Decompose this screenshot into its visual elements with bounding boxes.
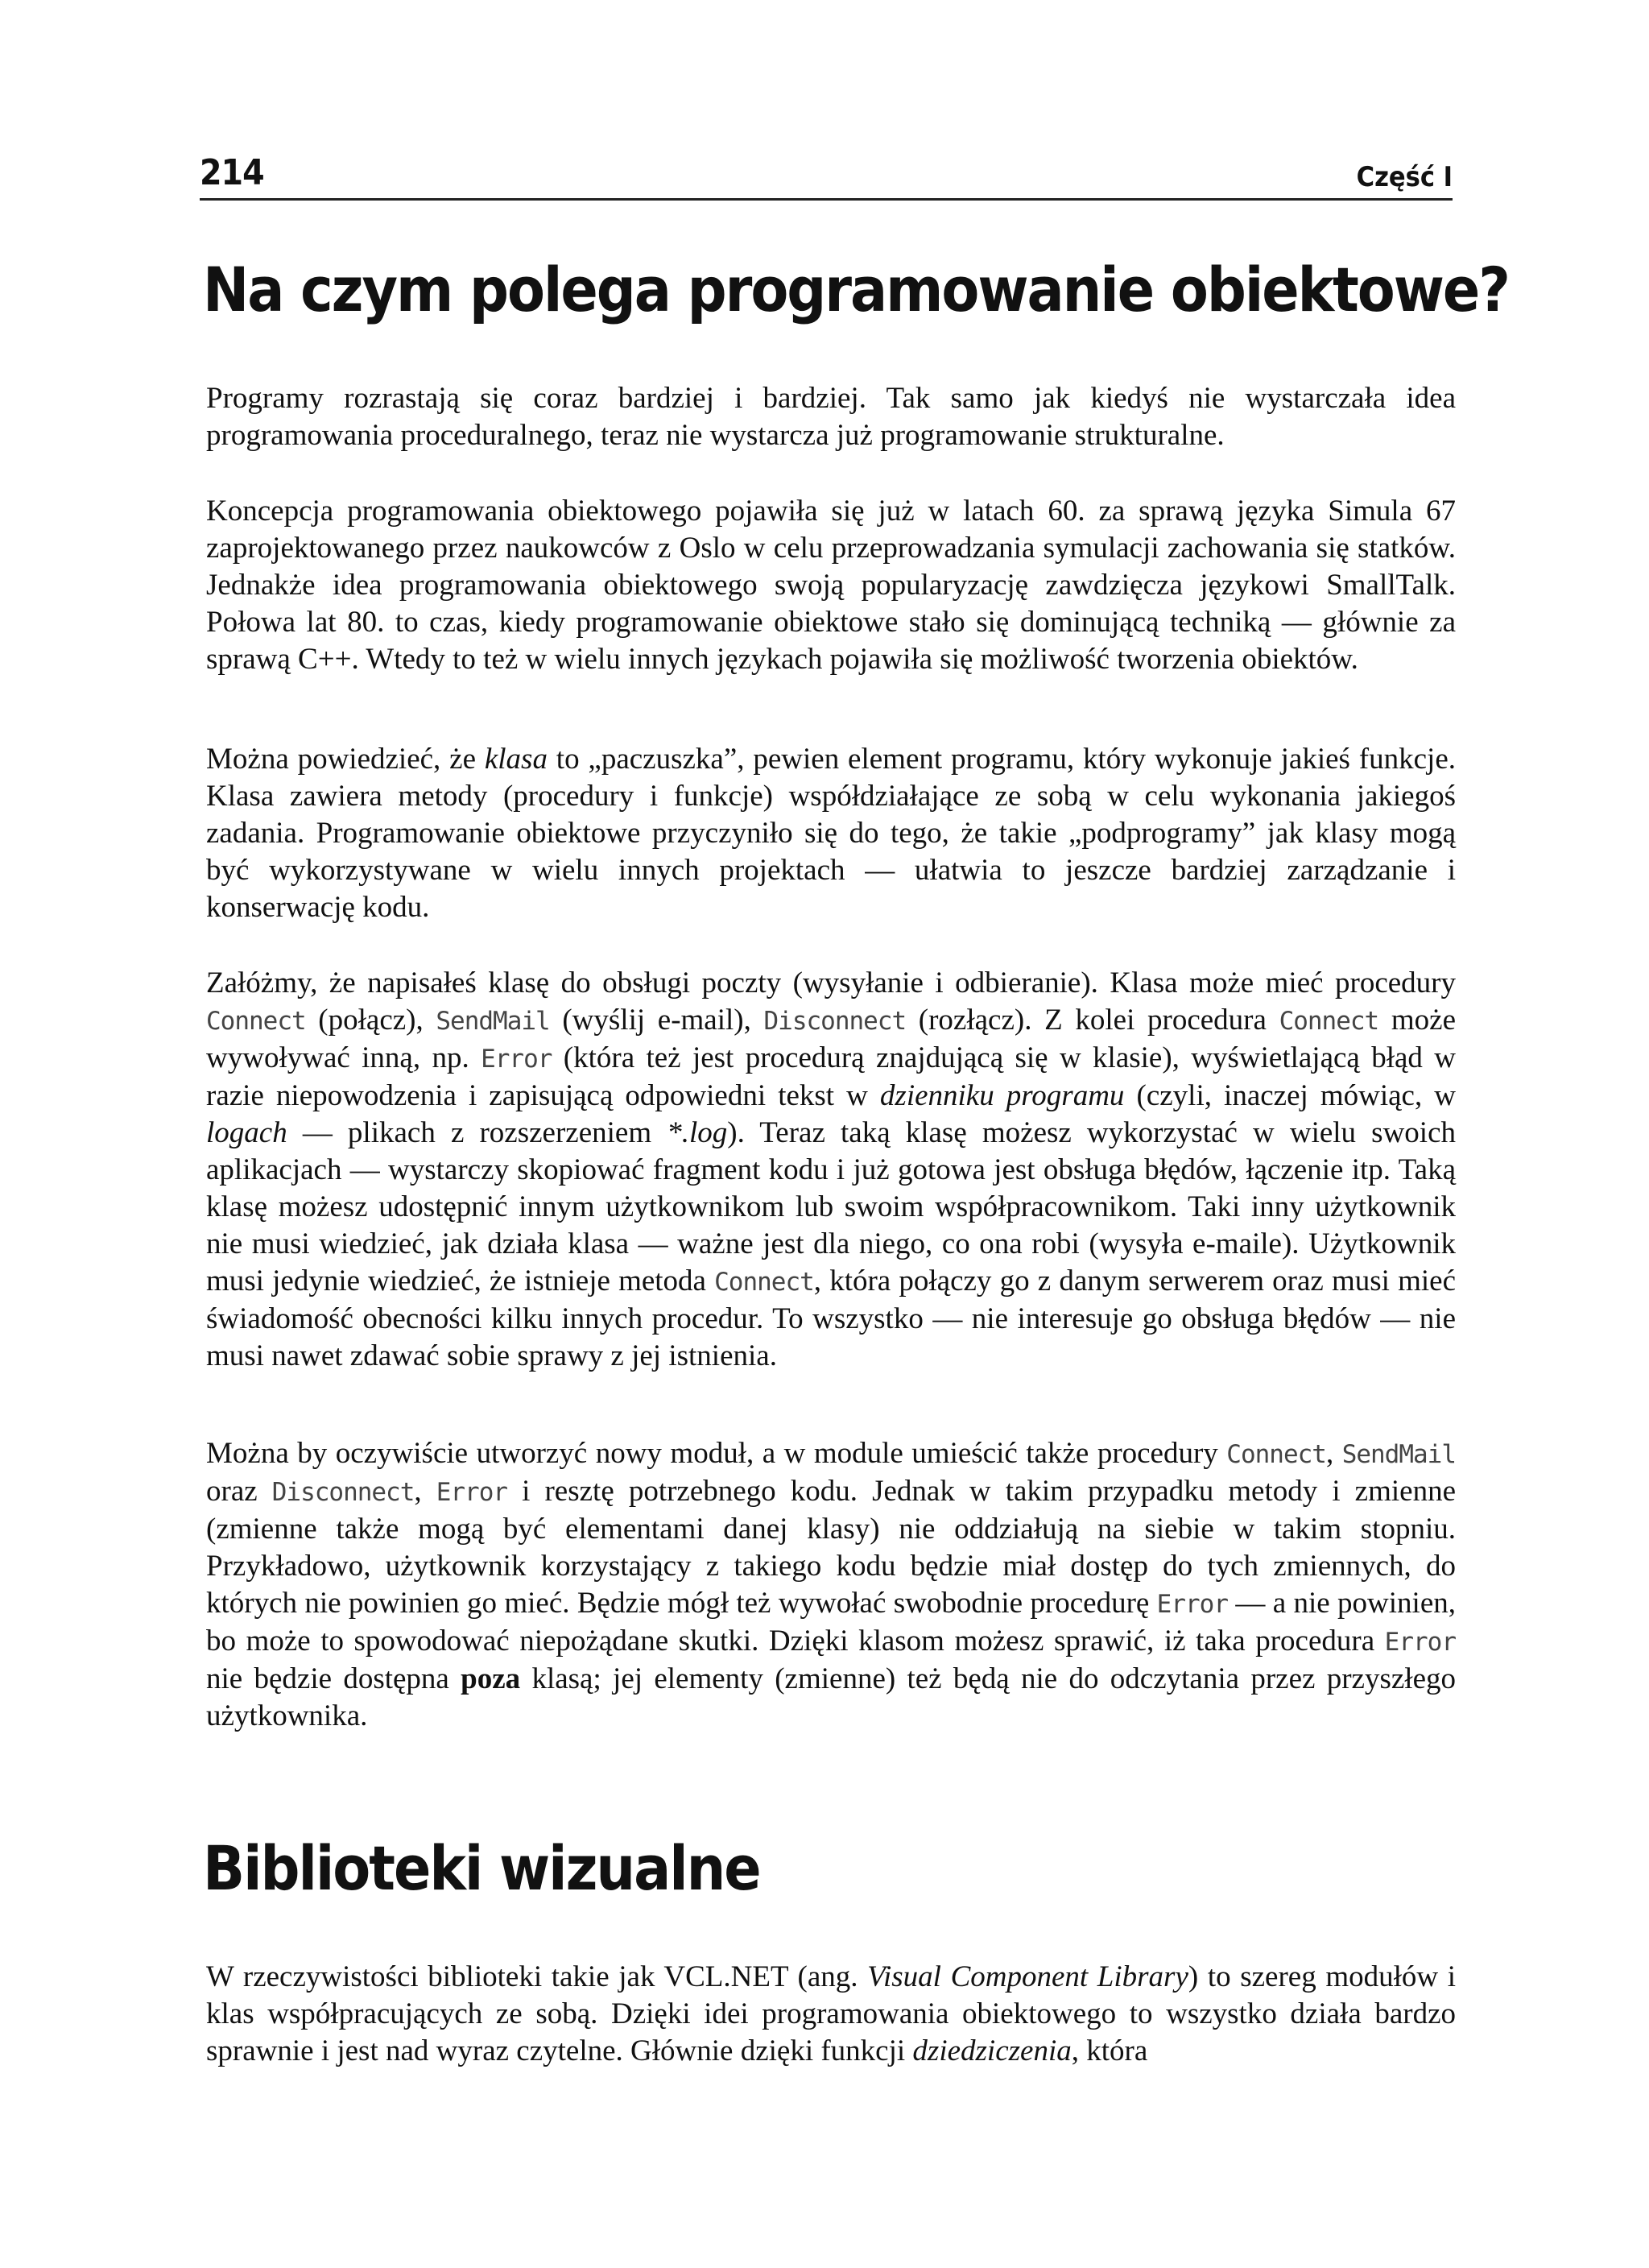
text: , która xyxy=(1071,2034,1148,2067)
text: klasą; jej elementy (zmienne) też będą nie do odczytania przez przyszłego użytkownika. xyxy=(206,1662,1456,1732)
text: (czyli, inaczej mówiąc, w xyxy=(1124,1079,1456,1112)
text: — a nie powinien, bo może to spowodować niepożądane skutki. Dzięki klasom możesz sprawić, iż taka procedura xyxy=(206,1587,1456,1658)
text: (połącz), xyxy=(305,1004,436,1037)
paragraph-6 xyxy=(206,1959,1456,2070)
running-header xyxy=(200,147,1453,201)
paragraph-5 xyxy=(206,1435,1456,1735)
text: (wyślij e-mail), xyxy=(549,1004,764,1037)
text: — plikach z rozszerzeniem xyxy=(287,1116,667,1149)
text: oraz xyxy=(206,1475,272,1508)
term-poza: poza xyxy=(461,1662,521,1695)
code-connect: Connect xyxy=(1279,1007,1379,1036)
code-disconnect: Disconnect xyxy=(271,1478,415,1507)
code-connect: Connect xyxy=(1226,1440,1326,1469)
paragraph-4 xyxy=(206,965,1456,1375)
term-logach: logach xyxy=(206,1116,287,1149)
text: , xyxy=(414,1475,436,1508)
paragraph-3 xyxy=(206,741,1456,926)
term-dziennik-programu: dzienniku programu xyxy=(879,1079,1125,1112)
term-dziedziczenia: dziedziczenia xyxy=(912,2034,1072,2067)
paragraph-1: Programy rozrastają się coraz bardziej i bardziej. Tak samo jak kiedyś nie wystarczała idea programowania proceduralnego, teraz nie wystarcza już programowanie strukturalne. xyxy=(206,382,1456,452)
code-connect: Connect xyxy=(714,1268,814,1297)
text: (która też jest procedurą znajdującą się w klasie), wyświetlającą błąd w razie niepowodzenia i zapisującą odpowiedni tekst w xyxy=(206,1041,1456,1112)
code-sendmail: SendMail xyxy=(1341,1440,1456,1469)
term-log-extension: *.log xyxy=(667,1116,728,1149)
code-error: Error xyxy=(481,1045,552,1074)
code-disconnect: Disconnect xyxy=(763,1007,907,1036)
text: ). Teraz taką klasę możesz wykorzystać w wielu swoich aplikacjach — wystarczy skopiować fragment kodu i już gotowa jest obsługa błędów, łączenie itp. Taką klasę możesz udostępnić innym użytkownikom lub swoim współpracownikom. Taki inny użytkownik nie musi wiedzieć, jak działa klasa — ważne jest dla niego, co ona robi (wysyła e-maile). Użytkownik musi jedynie wiedzieć, że istnieje metoda xyxy=(206,1116,1456,1297)
code-sendmail: SendMail xyxy=(436,1007,550,1036)
text: (rozłącz). Z kolei procedura xyxy=(906,1004,1279,1037)
code-error: Error xyxy=(1384,1628,1456,1657)
text: nie będzie dostępna xyxy=(206,1662,461,1695)
code-error: Error xyxy=(1156,1590,1228,1619)
paragraph-2: Koncepcja programowania obiektowego pojawiła się już w latach 60. za sprawą języka Simula 67 zaprojektowanego przez naukowców z Oslo w celu przeprowadzania symulacji zachowania się statków. Jednakże idea programowania obiektowego swoją popularyzację zawdzięcza językowi SmallTalk. Połowa lat 80. to czas, kiedy programowanie obiektowe stało się dominującą techniką — głównie za sprawą C++. Wtedy to też w wielu innych językach pojawiła się możliwość tworzenia obiektów. xyxy=(206,495,1456,676)
text: i resztę potrzebnego kodu. Jednak w takim przypadku metody i zmienne (zmienne także mogą być elementami danej klasy) nie oddziałują na siebie w takim stopniu. Przykładowo, użytkownik korzystający z takiego kodu będzie miał dostęp do tych zmiennych, do których nie powinien go mieć. Będzie mógł też wywołać swobodnie procedurę xyxy=(206,1475,1456,1620)
part-label: Część I xyxy=(1356,161,1453,193)
term-klasa: klasa xyxy=(484,743,548,776)
section-heading-visual-libraries: Biblioteki wizualne xyxy=(203,1832,760,1904)
text: Można by oczywiście utworzyć nowy moduł, a w module umieścić także procedury xyxy=(206,1437,1227,1470)
term-visual-component-library: Visual Component Library xyxy=(867,1960,1188,1993)
text: to „paczuszka”, pewien element programu, który wykonuje jakieś funkcje. Klasa zawiera metody (procedury i funkcje) współdziałające ze sobą w celu wykonania jakiegoś zadania. Programowanie obiektowe przyczyniło się do tego, że takie „podprogramy” jak klasy mogą być wykorzystywane w wielu innych projektach — ułatwia to jeszcze bardziej zarządzanie i konserwację kodu. xyxy=(206,743,1456,924)
code-error: Error xyxy=(436,1478,508,1507)
text: , która połączy go z danym serwerem oraz musi mieć świadomość obecności kilku innych procedur. To wszystko — nie interesuje go obsługa błędów — nie musi nawet zdawać sobie sprawy z jej istnienia. xyxy=(206,1264,1456,1372)
text: , xyxy=(1325,1437,1342,1470)
text: W rzeczywistości biblioteki takie jak VCL.NET (ang. xyxy=(206,1960,868,1993)
page-number: 214 xyxy=(200,152,264,193)
text: może wywoływać inną, np. xyxy=(206,1004,1456,1074)
section-heading-oop: Na czym polega programowanie obiektowe? xyxy=(203,254,1509,325)
text: Załóżmy, że napisałeś klasę do obsługi poczty (wysyłanie i odbieranie). Klasa może mieć procedury xyxy=(206,966,1456,999)
text: ) to szereg modułów i klas współpracujących ze sobą. Dzięki idei programowania obiektowego to wszystko działa bardzo sprawnie i jest nad wyraz czytelne. Głównie dzięki funkcji xyxy=(206,1960,1456,2067)
code-connect: Connect xyxy=(206,1007,306,1036)
text: Można powiedzieć, że xyxy=(206,743,485,776)
